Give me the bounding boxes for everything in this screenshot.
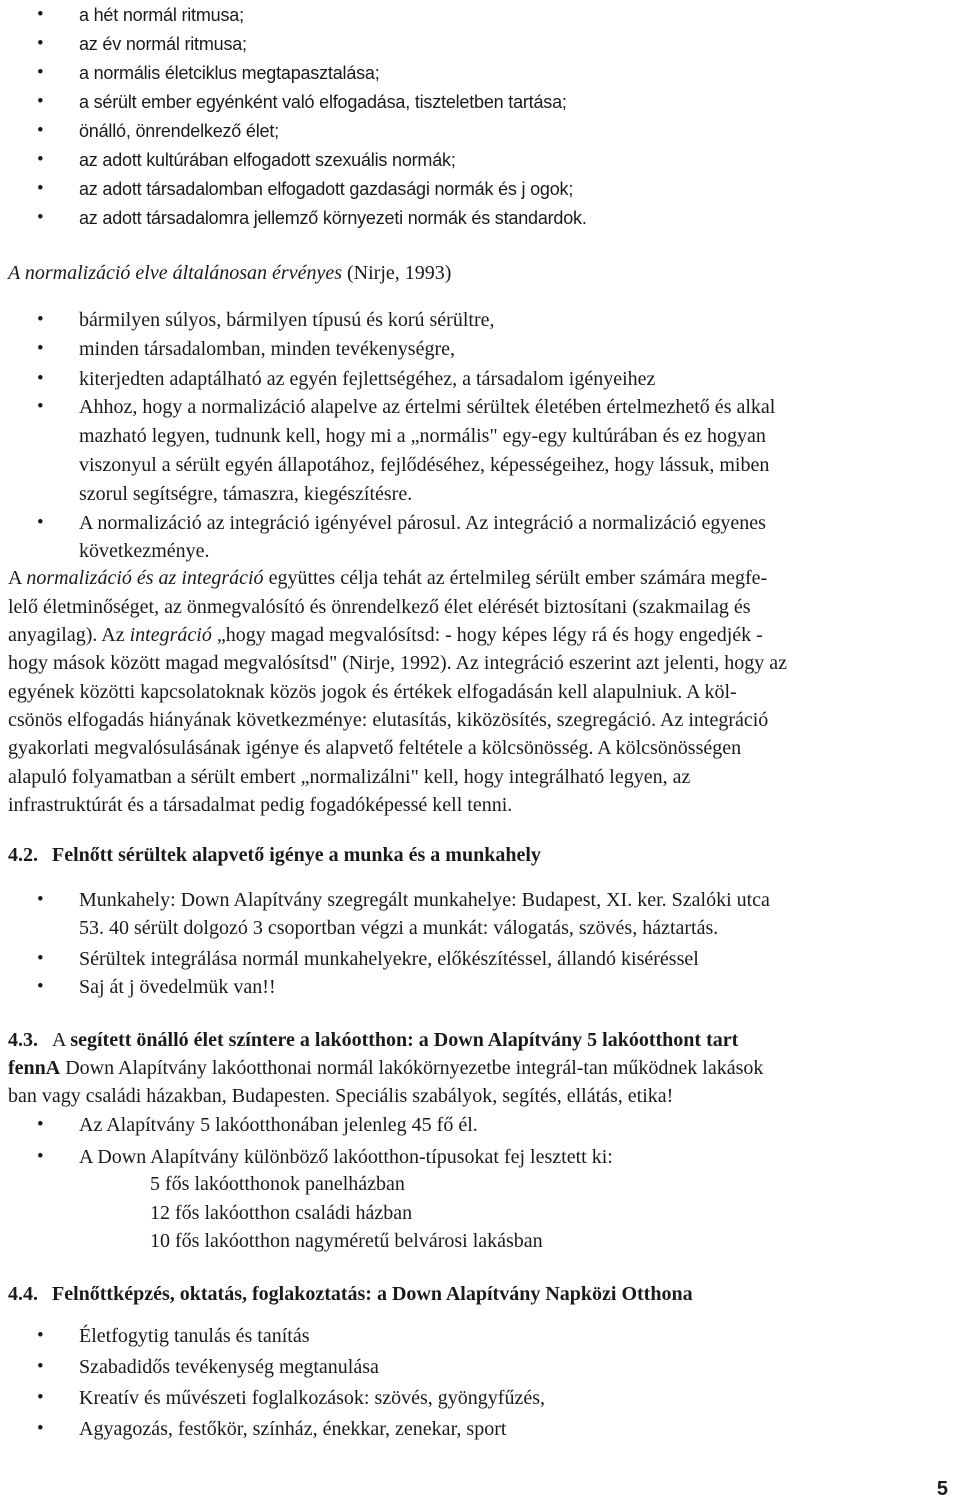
list-item: • Szabadidős tevékenység megtanulása [0,1352,960,1382]
section-text: fennA Down Alapítvány lakóotthonai normál lakókörnyezetbe integrál-tan működnek lakások [8,1057,764,1079]
bullet-icon: • [37,976,44,997]
list-item: • az adott társadalomra jellemző környezeti normák és standardok. [0,203,960,233]
bullet-icon: • [37,1114,44,1135]
bullet-icon: • [37,309,44,330]
bullet-icon: • [37,338,44,359]
list-item: • Ahhoz, hogy a normalizáció alapelve az értelmi sérültek életében értelmezhető és alkal [0,392,960,422]
section-heading-4-4: 4.4. Felnőttképzés, oktatás, foglakoztatás: a Down Alapítvány Napközi Otthona [8,1283,693,1305]
bullet-icon: • [37,396,44,417]
list-item: • a normális életciklus megtapasztalása; [0,58,960,88]
list-item: • az adott kultúrában elfogadott szexuális normák; [0,145,960,175]
section-heading-4-2: 4.2. Felnőtt sérültek alapvető igénye a munka és a munkahely [8,844,541,866]
list-item: • Életfogytig tanulás és tanítás [0,1321,960,1351]
list-item: • Munkahely: Down Alapítvány szegregált munkahelye: Budapest, XI. ker. Szalóki utca [0,885,960,915]
bullet-icon: • [37,948,44,969]
list-item-continuation: viszonyul a sérült egyén állapotához, fejlődéséhez, képességeihez, hogy lássuk, miben [79,454,770,476]
list-item: • az adott társadalomban elfogadott gazdasági normák és j ogok; [0,174,960,204]
list-item: • Agyagozás, festőkör, színház, énekkar, zenekar, sport [0,1414,960,1444]
bullet-icon: • [37,889,44,910]
list-item-continuation: 53. 40 sérült dolgozó 3 csoportban végzi a munkát: válogatás, szövés, háztartás. [79,917,719,939]
bullet-icon: • [37,62,44,83]
bullet-icon: • [37,120,44,141]
sub-item: 5 fős lakóotthonok panelházban [150,1173,405,1195]
section-heading-4-3: 4.3. A segített önálló élet színtere a lakóotthon: a Down Alapítvány 5 lakóotthont tart [8,1029,739,1051]
bullet-icon: • [37,1418,44,1439]
normalization-statement: A normalizáció elve általánosan érvényes (Nirje, 1993) [8,262,452,284]
list-item: • Saj át j övedelmük van!! [0,972,960,1002]
list-item: • az év normál ritmusa; [0,29,960,59]
page-number: 5 [936,1478,948,1500]
list-item: • A normalizáció az integráció igényével párosul. Az integráció a normalizáció egyenes [0,508,960,538]
bullet-icon: • [37,512,44,533]
list-item: • a hét normál ritmusa; [0,0,960,30]
bullet-icon: • [37,368,44,389]
list-item: • Kreatív és művészeti foglalkozások: szövés, gyöngyfűzés, [0,1383,960,1413]
sub-item: 12 fős lakóotthon családi házban [150,1202,413,1224]
list-item: • minden társadalomban, minden tevékenységre, [0,334,960,364]
list-item: • bármilyen súlyos, bármilyen típusú és korú sérültre, [0,305,960,335]
list-item-continuation: szorul segítségre, támaszra, kiegészítésre. [79,483,413,505]
list-item: • Sérültek integrálása normál munkahelyekre, előkészítéssel, állandó kiséréssel [0,944,960,974]
section-text: ban vagy családi házakban, Budapesten. Speciális szabályok, segítés, ellátás, etika! [8,1085,674,1107]
sub-item: 10 fős lakóotthon nagyméretű belvárosi lakásban [150,1230,543,1252]
bullet-icon: • [37,178,44,199]
bullet-icon: • [37,1356,44,1377]
bullet-icon: • [37,4,44,25]
list-item: • Az Alapítvány 5 lakóotthonában jelenleg 45 fő él. [0,1110,960,1140]
list-item-continuation: mazható legyen, tudnunk kell, hogy mi a „normális" egy-egy kultúrában és ez hogyan [79,425,766,447]
bullet-icon: • [37,1146,44,1167]
bullet-icon: • [37,1387,44,1408]
bullet-icon: • [37,1325,44,1346]
bullet-icon: • [37,33,44,54]
bullet-icon: • [37,207,44,228]
list-item: • a sérült ember egyénként való elfogadása, tiszteletben tartása; [0,87,960,117]
list-item: • A Down Alapítvány különböző lakóotthon-típusokat fej lesztett ki: [0,1142,960,1172]
bullet-icon: • [37,91,44,112]
list-item-continuation: következménye. [79,540,210,562]
document-page: • a hét normál ritmusa; • az év normál ritmusa; • a normális életciklus megtapasztalása; • a sérült ember egyénként való elfogadása, tiszteletben tartása; • önálló, önrendelkező élet; • az adott kultúrában elfogadott szexuális normák; • az adott társadalomban elfogadott gazdasági normák és j ogok; • az adott társadalomra jellemző környezeti normák és standardok. A normalizáció elve általánosan érvényes (Nirje, 1993) • bármilyen súlyos, bármilyen típusú és korú sérültre, • minden társadalomban, minden tevékenységre, • kiterjedten adaptálható az egyén fejlettségéhez, a társadalom igényeihez • Ahhoz, hogy a normalizáció alapelve az értelmi sérültek életében értelmezhető és alkal mazható legyen, tudnunk kell, hogy mi a „normális" egy-egy kultúrában és ez hogyan viszonyul a sérült egyén állapotához, fejlődéséhez, képességeihez, hogy lássuk, miben szorul segítségre, támaszra, kiegészítésre. • A normalizáció az integráció igényével párosul. Az integráció a normalizáció egyenes következménye. A normalizáció és az integráció együttes célja tehát az értelmileg sérült ember számára megfe- lelő életminőséget, az önmegvalósító és önrendelkező élet elérését biztosítani (szakmailag és anyagilag). Az integráció „hogy magad megvalósítsd: - hogy képes légy rá és hogy engedjék - hogy mások között magad megvalósítsd" (Nirje, 1992). Az integráció eszerint azt jelenti, hogy az egyének közötti kapcsolatoknak közös jogok és értékek elfogadásán kell alapulniuk. A köl- csönös elfogadás hiányának következménye: elutasítás, kiközösítés, szegregáció. Az integráció gyakorlati megvalósulásának igénye és alapvető feltétele a kölcsönösség. A kölcsönösségen alapuló folyamatban a sérült embert „normalizálni" kell, hogy integrálható legyen, az infrastruktúrát és a társadalmat pedig fogadóképessé kell tenni. 4.2. Felnőtt sérültek alapvető igénye a munka és a munkahely • Munkahely: Down Alapítvány szegregált munkahelye: Budapest, XI. ker. Szalóki utca 53. 40 sérült dolgozó 3 csoportban végzi a munkát: válogatás, szövés, háztartás. • Sérültek integrálása normál munkahelyekre, előkészítéssel, állandó kiséréssel • Saj át j övedelmük van!! 4.3. A segített önálló élet színtere a lakóotthon: a Down Alapítvány 5 lakóotthont tart fennA Down Alapítvány lakóotthonai normál lakókörnyezetbe integrál-tan működnek lakások ban vagy családi házakban, Budapesten. Speciális szabályok, segítés, ellátás, etika! • Az Alapítvány 5 lakóotthonában jelenleg 45 fő él. • A Down Alapítvány különböző lakóotthon-típusokat fej lesztett ki: 5 fős lakóotthonok panelházban 12 fős lakóotthon családi házban 10 fős lakóotthon nagyméretű belvárosi lakásban 4.4. Felnőttképzés, oktatás, foglakoztatás: a Down Alapítvány Napközi Otthona • Életfogytig tanulás és tanítás • Szabadidős tevékenység megtanulása • Kreatív és művészeti foglalkozások: szövés, gyöngyfűzés, • Agyagozás, festőkör, színház, énekkar, zenekar, sport 5 [0,0,960,1507]
bullet-icon: • [37,149,44,170]
list-item: • kiterjedten adaptálható az egyén fejlettségéhez, a társadalom igényeihez [0,364,960,394]
list-item: • önálló, önrendelkező élet; [0,116,960,146]
